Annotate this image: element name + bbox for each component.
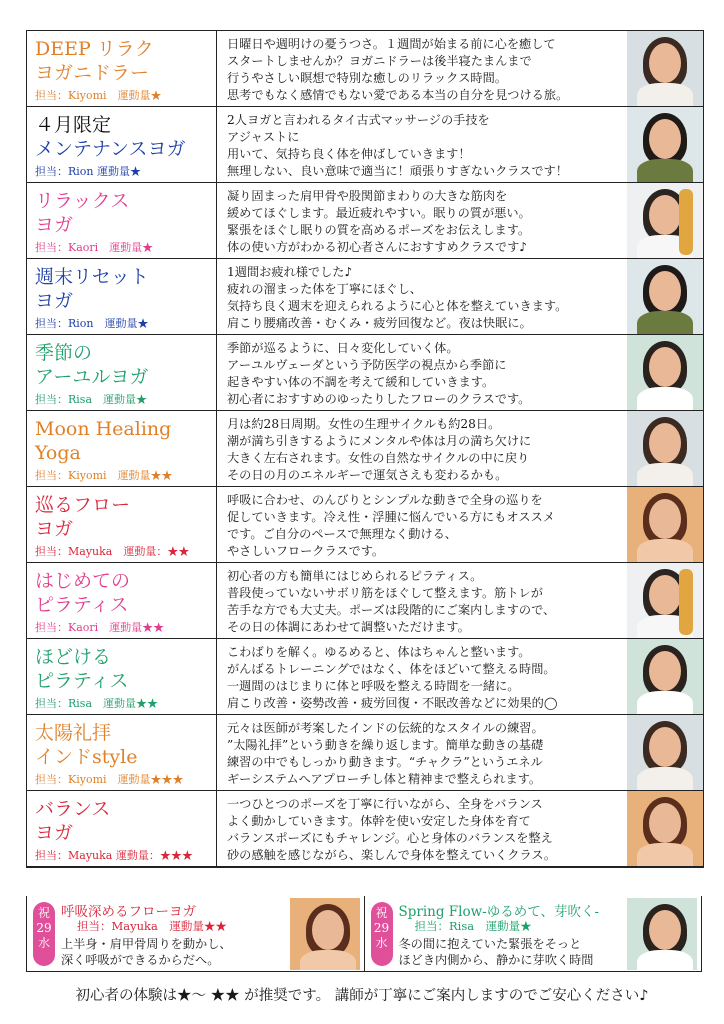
event-description-line: 上半身・肩甲骨周りを動かし、 <box>61 937 232 951</box>
class-row <box>27 487 703 563</box>
description-line: 気持ち良く週末を迎えられるように心と体を整えていきます。 <box>227 298 568 313</box>
description-line: 苦手な方でも大丈夫。ポーズは段階的にご案内しますので、 <box>227 602 556 617</box>
class-description <box>217 259 627 334</box>
description-line: やさしいフロークラスです。 <box>227 543 385 558</box>
badge-text: 祝 <box>375 906 388 920</box>
class-title-line2: ヨガ <box>35 213 74 236</box>
description-line: 砂の感触を感じながら、楽しんで身体を整えていくクラス。 <box>227 847 557 862</box>
class-title-line1: はじめての <box>35 569 131 592</box>
photo-face <box>649 651 681 691</box>
class-title-line2: アーユルヨガ <box>35 365 149 388</box>
description-line: ”太陽礼拝”という動きを繰り返します。簡単な動きの基礎 <box>227 737 544 752</box>
class-schedule-table <box>26 30 704 868</box>
description-line: 大きく左右されます。女性の自然なサイクルの中に戻り <box>227 450 530 465</box>
description-line: 季節が巡るように、日々変化していく体。 <box>227 340 459 355</box>
description-line: アーユルヴェーダという予防医学の視点から季節に <box>227 357 507 372</box>
class-description <box>217 411 627 486</box>
risa-photo <box>627 335 703 410</box>
class-description <box>217 183 627 258</box>
class-title-line1: 週末リセット <box>35 265 149 288</box>
description-line: その日の体調にあわせて調整いただけます。 <box>227 619 470 634</box>
description-line: 肩こり改善・姿勢改善・疲労回復・不眠改善などに効果的◯ <box>227 695 558 710</box>
class-row <box>27 715 703 791</box>
class-row <box>27 335 703 411</box>
class-row <box>27 791 703 867</box>
class-title-line1: 巡るフロー <box>35 493 131 516</box>
description-line: 2人ヨガと言われるタイ古式マッサージの手技を <box>227 112 490 127</box>
description-line: がんばるトレーニングではなく、体をほどいて整える時間。 <box>227 661 556 676</box>
instructor-label: 担当：Rion 運動量★ <box>35 164 142 178</box>
class-title-line1: DEEP リラク <box>35 37 154 60</box>
badge-text: 水 <box>37 936 50 950</box>
class-description <box>217 715 627 790</box>
class-title-cell <box>27 183 217 258</box>
photo-body <box>637 387 693 410</box>
kiyomi-photo <box>627 31 703 106</box>
badge-text: 祝 <box>37 906 50 920</box>
photo-body <box>637 843 693 866</box>
description-line: 促していきます。冷え性・浮腫に悩んでいる方にもオススメ <box>227 509 555 524</box>
instructor-label: 担当：Kaori 運動量★ <box>35 240 154 254</box>
class-description <box>217 639 627 714</box>
instructor-label: 担当：Risa 運動量★ <box>35 392 148 406</box>
class-title-line2: メンテナンスヨガ <box>35 137 186 160</box>
class-description <box>217 487 627 562</box>
class-title-line1: Moon Healing <box>35 417 172 440</box>
photo-body <box>637 950 693 970</box>
class-title-line2: ヨガニドラー <box>35 61 150 84</box>
risa-photo <box>627 639 703 714</box>
class-title-line1: ４月限定 <box>35 113 112 136</box>
description-line: 無理しない、良い意味で適当に！頑張りすぎないクラスです！ <box>227 163 568 178</box>
class-title-line1: 季節の <box>35 341 93 364</box>
yoga-mat <box>679 189 693 255</box>
photo-face <box>649 499 681 539</box>
badge-text: 29 <box>36 921 52 935</box>
photo-face <box>649 575 681 615</box>
photo-face <box>649 910 681 950</box>
description-line: 初心者におすすめのゆったりしたフローのクラスです。 <box>227 391 531 406</box>
badge-text: 水 <box>375 936 388 950</box>
photo-body <box>637 159 693 182</box>
class-row <box>27 639 703 715</box>
description-line: です。ご自分のペースで無理なく動ける、 <box>227 526 457 541</box>
photo-face <box>649 119 681 159</box>
class-title-line2: ピラティス <box>35 593 129 616</box>
footer-note: 初心者の体験は★〜 ★★ が推奨です。 講師が丁寧にご案内しますのでご安心ください♪ <box>75 988 649 1004</box>
description-line: よく動かしていきます。体幹を使い安定した身体を育て <box>227 813 531 828</box>
risa-photo <box>627 898 697 970</box>
description-line: 1週間お疲れ様でした♪ <box>227 264 353 279</box>
event-description-line: 冬の間に抱えていた緊張をそっと <box>398 937 582 951</box>
class-description <box>217 31 627 106</box>
mayuka-photo <box>627 487 703 562</box>
description-line: 潮が満ち引きするようにメンタルや体は月の満ち欠けに <box>227 433 532 448</box>
description-line: 普段使っていないサボリ筋をほぐして整えます。筋トレが <box>227 585 543 600</box>
holiday-badge <box>33 902 55 966</box>
photo-body <box>637 539 693 562</box>
class-title-cell <box>27 487 217 562</box>
class-row <box>27 563 703 639</box>
mayuka-photo <box>627 791 703 866</box>
instructor-label: 担当：Mayuka 運動量：★★ <box>35 544 190 558</box>
description-line: 思考でもなく感情でもない愛である本当の自分を見つける旅。 <box>227 87 569 102</box>
photo-body <box>637 767 693 790</box>
photo-body <box>637 83 693 106</box>
class-description <box>217 335 627 410</box>
instructor-label: 担当：Mayuka 運動量：★★★ <box>35 848 193 862</box>
photo-body <box>300 950 356 970</box>
description-line: 元々は医師が考案したインドの伝統的なスタイルの練習。 <box>227 720 544 735</box>
description-line: バランスポーズにもチャレンジ。心と身体のバランスを整え <box>227 830 553 845</box>
description-line: 一週間のはじまりに体と呼吸を整える時間を一緒に。 <box>227 678 520 693</box>
kiyomi-photo <box>627 715 703 790</box>
description-line: ギーシステムへアプローチし体と精神まで整えられます。 <box>227 771 542 786</box>
class-title-line1: バランス <box>35 797 111 820</box>
description-line: 練習の中でもしっかり動きます。“チャクラ”というエネル <box>227 754 543 769</box>
class-row <box>27 183 703 259</box>
instructor-label: 担当：Rion 運動量★ <box>35 316 149 330</box>
description-line: 起きやすい体の不調を考えて緩和していきます。 <box>227 374 495 389</box>
class-row <box>27 411 703 487</box>
photo-face <box>649 195 681 235</box>
kiyomi-photo <box>627 411 703 486</box>
rion-photo <box>627 259 703 334</box>
class-title-line1: リラックス <box>35 189 130 212</box>
class-title-line2: Yoga <box>35 441 81 464</box>
badge-text: 29 <box>373 921 390 935</box>
class-description <box>217 563 627 638</box>
class-title-cell <box>27 791 217 866</box>
kaori-photo <box>627 183 703 258</box>
event-description <box>399 936 594 968</box>
class-title-cell <box>27 259 217 334</box>
class-description <box>217 107 627 182</box>
photo-face <box>649 727 681 767</box>
special-event <box>365 896 702 971</box>
description-line: アジャストに <box>227 129 300 144</box>
description-line: 呼吸に合わせ、のんびりとシンプルな動きで全身の巡りを <box>227 492 543 507</box>
photo-face <box>649 347 681 387</box>
class-title-line2: ピラティス <box>35 669 129 692</box>
class-title-cell <box>27 639 217 714</box>
class-title-line2: インドstyle <box>35 745 138 768</box>
class-title-line1: ほどける <box>35 645 112 668</box>
event-instructor: 担当：Mayuka 運動量★★ <box>77 919 227 933</box>
yoga-mat <box>679 569 693 635</box>
photo-face <box>649 803 681 843</box>
class-row <box>27 107 703 183</box>
description-line: 一つひとつのポーズを丁寧に行いながら、全身をバランス <box>227 796 543 811</box>
description-line: その日の月のエネルギーで運気さえも変わるかも。 <box>227 467 508 482</box>
event-title: 呼吸深めるフローヨガ <box>61 904 196 920</box>
instructor-label: 担当：Kiyomi 運動量★★★ <box>35 772 184 786</box>
kaori-photo <box>627 563 703 638</box>
class-title-line2: ヨガ <box>35 517 74 540</box>
special-event <box>27 896 365 971</box>
class-title-line2: ヨガ <box>35 289 74 312</box>
description-line: こわばりを解く。ゆるめると、体はちゃんと整います。 <box>227 644 531 659</box>
description-line: スタートしませんか？ヨガニドラーは後半寝たまんまで <box>227 53 532 68</box>
class-row <box>27 259 703 335</box>
description-line: 肩こり腰痛改善・むくみ・疲労回復など。夜は快眠に。 <box>227 315 532 330</box>
description-line: 行うやさしい瞑想で特別な癒しのリラックス時間。 <box>227 70 507 85</box>
instructor-label: 担当：Kiyomi 運動量★★ <box>35 468 173 482</box>
class-row <box>27 31 703 107</box>
class-title-cell <box>27 563 217 638</box>
event-description <box>61 936 232 968</box>
photo-face <box>649 423 681 463</box>
instructor-label: 担当：Kaori 運動量★★ <box>35 620 165 634</box>
holiday-badge <box>371 902 393 966</box>
description-line: 初心者の方も簡単にはじめられるピラティス。 <box>227 568 483 583</box>
description-line: 月は約28日周期。女性の生理サイクルも約28日。 <box>227 416 501 431</box>
special-events-row <box>26 896 702 972</box>
instructor-label: 担当：Kiyomi 運動量★ <box>35 88 162 102</box>
photo-body <box>637 463 693 486</box>
class-title-line2: ヨガ <box>35 821 74 844</box>
class-description <box>217 791 627 866</box>
description-line: 緩めてほぐします。最近疲れやすい。眠りの質が悪い。 <box>227 205 531 220</box>
event-description-line: 深く呼吸ができるからだへ。 <box>61 953 220 967</box>
class-title-cell <box>27 31 217 106</box>
mayuka-photo <box>290 898 360 970</box>
class-title-cell <box>27 107 217 182</box>
class-title-cell <box>27 715 217 790</box>
instructor-label: 担当：Risa 運動量★★ <box>35 696 159 710</box>
event-description-line: ほどき内側から、静かに芽吹く時間 <box>398 953 594 967</box>
description-line: 体の使い方がわかる初心者さんにおすすめクラスです♪ <box>227 239 528 254</box>
photo-body <box>637 311 693 334</box>
description-line: 凝り固まった肩甲骨や股関節まわりの大きな筋肉を <box>227 188 508 203</box>
description-line: 用いて、気持ち良く体を伸ばしていきます！ <box>227 146 471 161</box>
rion-photo <box>627 107 703 182</box>
description-line: 疲れの溜まった体を丁寧にほぐし、 <box>227 281 422 296</box>
class-title-cell <box>27 335 217 410</box>
photo-body <box>637 691 693 714</box>
description-line: 日曜日や週明けの憂うつさ。１週間が始まる前に心を癒して <box>227 36 556 51</box>
description-line: 緊張をほぐし眠りの質を高めるポーズをお伝えします。 <box>227 222 531 237</box>
event-instructor: 担当：Risa 運動量★ <box>414 919 532 933</box>
class-title-line1: 太陽礼拝 <box>35 721 112 744</box>
photo-face <box>649 271 681 311</box>
class-title-cell <box>27 411 217 486</box>
photo-face <box>649 43 681 83</box>
photo-face <box>312 910 344 950</box>
event-title: Spring Flow-ゆるめて、芽吹く- <box>398 904 600 920</box>
